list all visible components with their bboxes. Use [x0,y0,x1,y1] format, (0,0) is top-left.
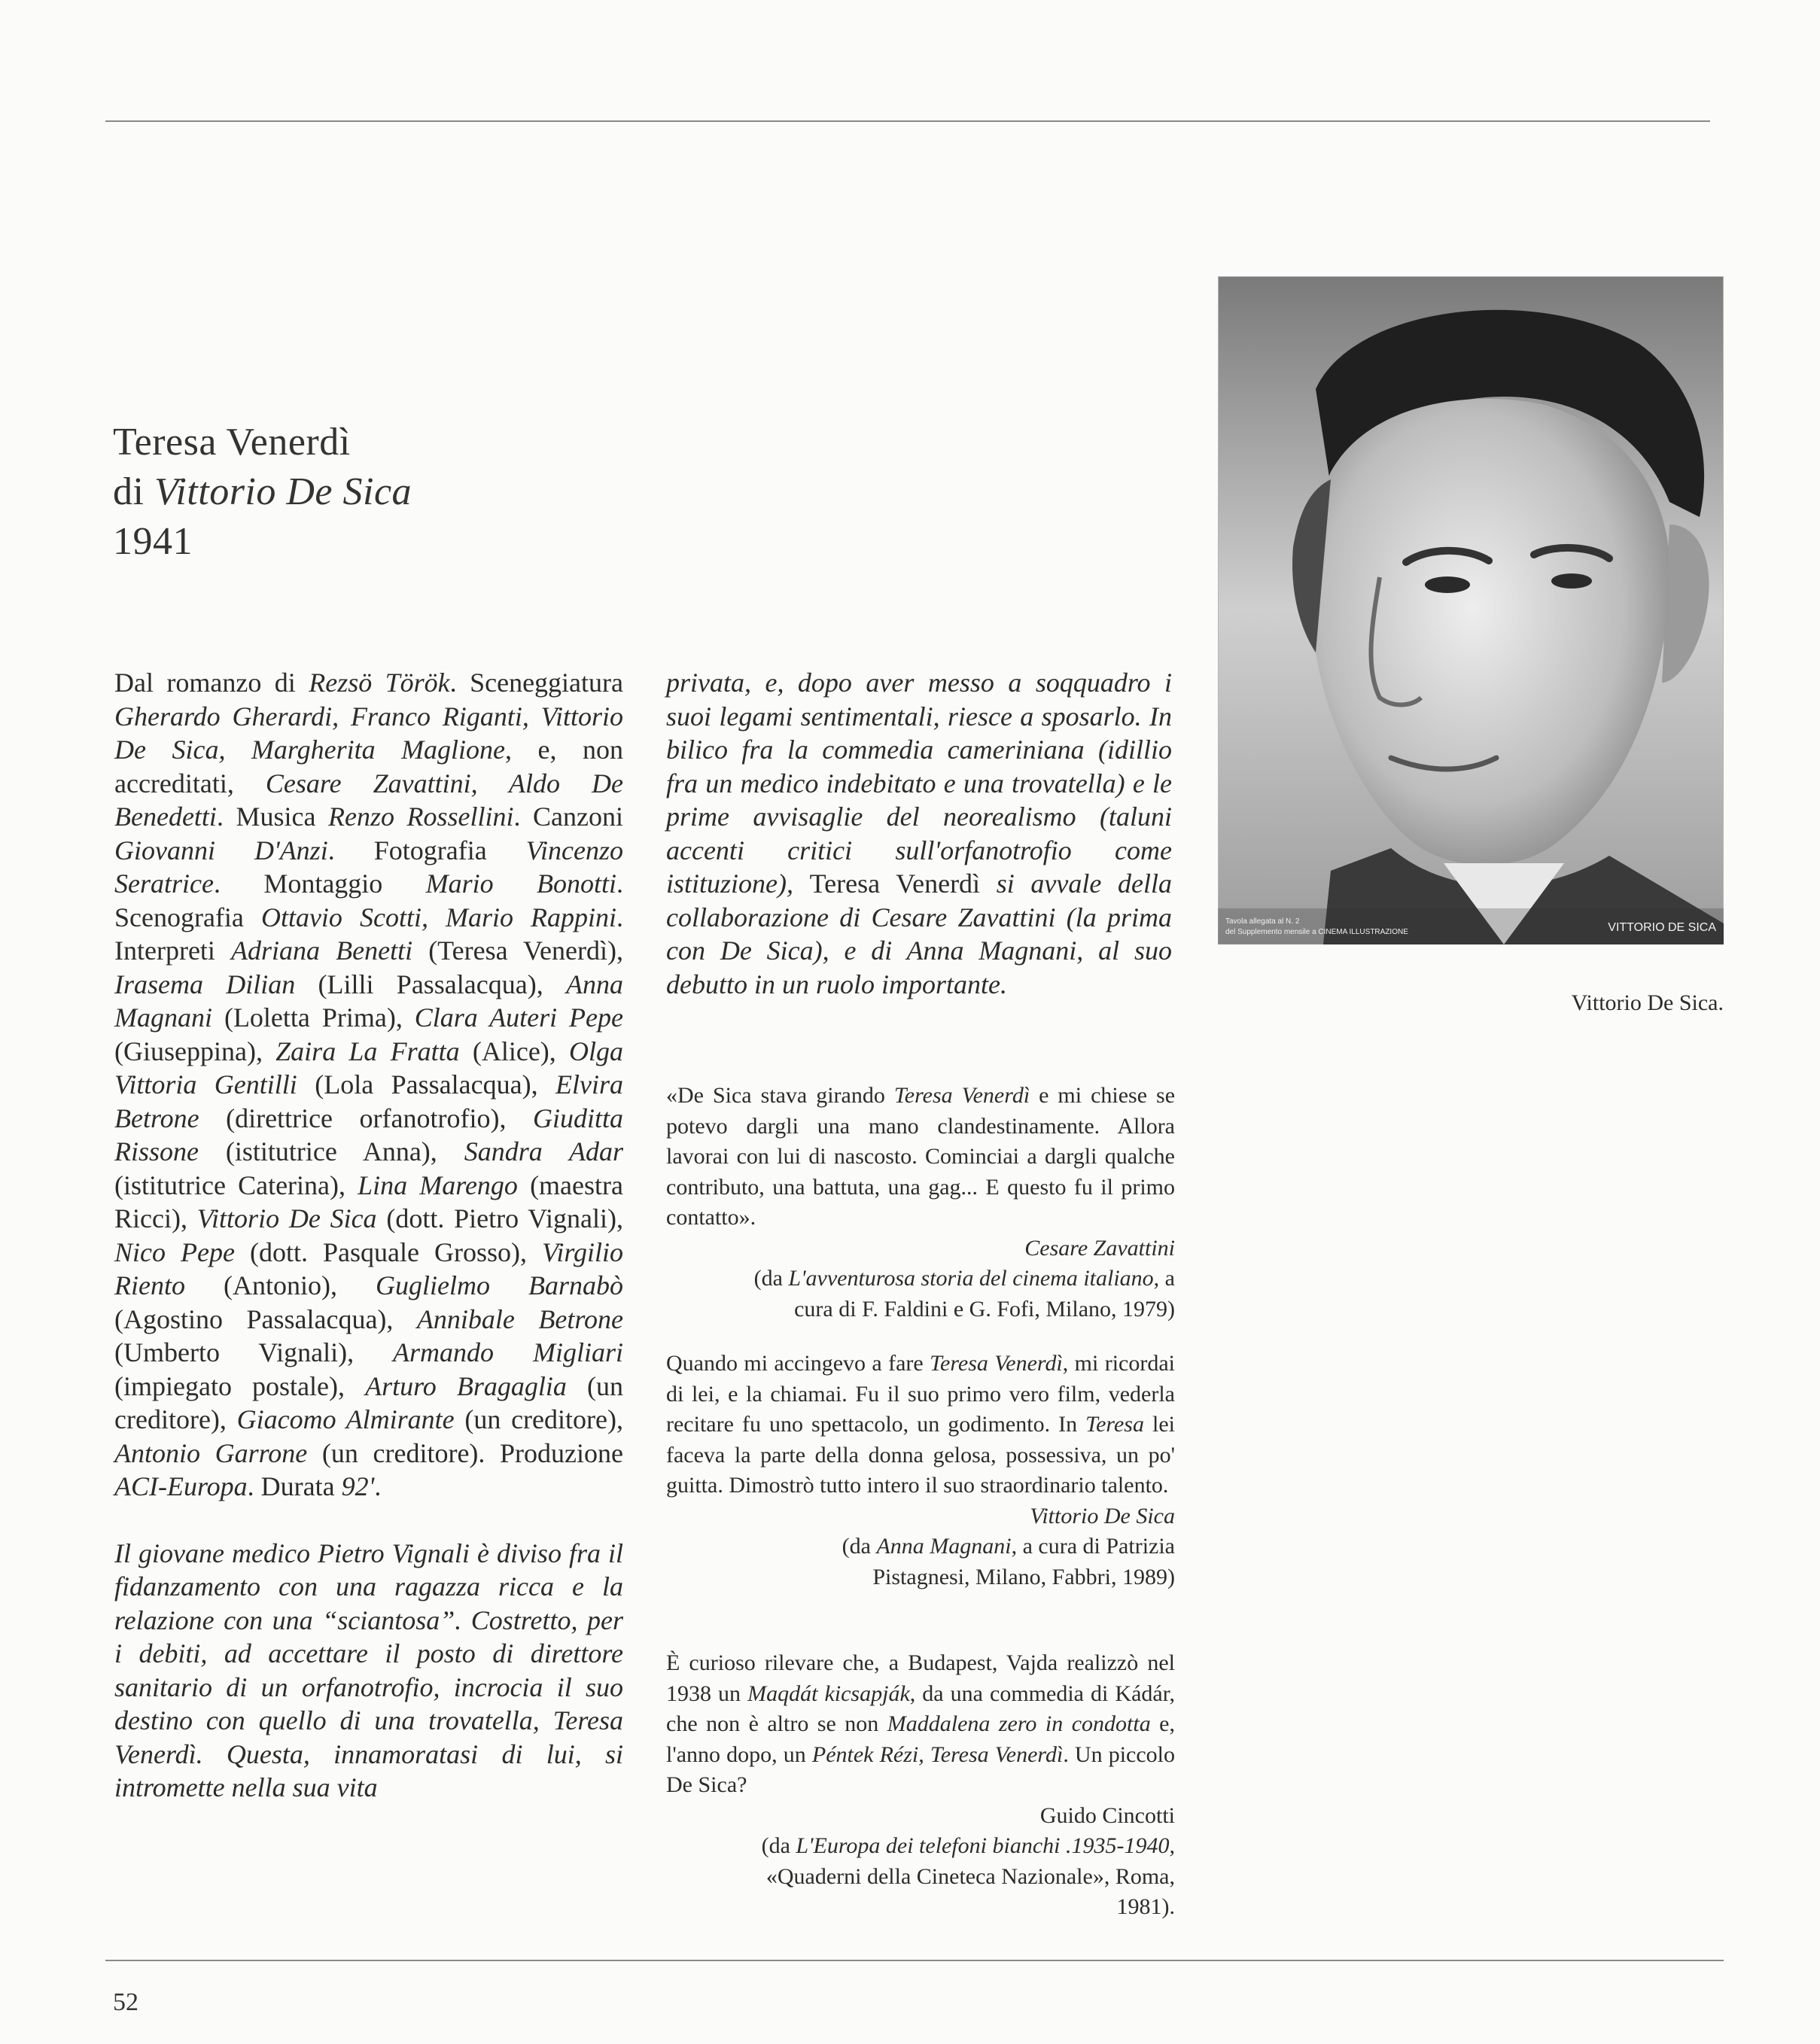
credit-text: Dal romanzo di [114,668,309,698]
credit-text: (un creditore), [454,1404,623,1434]
credit-name: Clara Auteri Pepe [414,1002,623,1033]
credit-name: Giuditta Rissone [114,1103,623,1166]
plot-paragraph-part2: privata, e, dopo aver messo a soqquadro i suoi legami sentimentali, riesce a sposarlo. In bilico fra la commedia cameriniana (idillio fra un medico indebitato e una trovatella) e le prime avvisaglie del neorealismo (taluni accenti critici sull'orfanotrofio come istituzione), Teresa Venerdì si avvale della collaborazione di Cesare Zavattini (la prima con De Sica), e di Anna Magnani, al suo debutto in un ruolo importante. [666,668,1173,999]
credit-text: . Scenografia [114,868,623,932]
credit-name: Nico Pepe [114,1236,235,1267]
credit-name: Lina Marengo [358,1170,518,1200]
quote-zavattini [666,1081,1175,1325]
credit-name: Sandra Adar [464,1136,624,1166]
credit-name: Vittorio De Sica [196,1203,377,1233]
quote-text: «De Sica stava girando Teresa Venerdì e mi chiese se potevo dargli una mano clandestinamente. Allora lavorai con lui di nascosto. Cominciai a dargli qualche contributo, una battuta, una gag... E questo fu il primo contatto». [666,1083,1176,1230]
credit-name: Olga Vittoria Gentilli [114,1036,623,1100]
credit-name: Adriana Benetti [231,935,413,966]
credit-text: (un creditore). Produzione [307,1437,623,1468]
credit-name: Irasema Dilian [114,969,296,999]
credit-name: Guglielmo Barnabò [376,1270,623,1300]
quote-source-line2: Pistagnesi, Milano, Fabbri, 1989) [872,1564,1175,1589]
credit-text: . Montaggio [213,868,426,899]
quote-source: (da L'Europa dei telefoni bianchi .1935-1940, [761,1833,1175,1858]
bottom-rule [105,1960,1724,1961]
middle-column [666,666,1172,1001]
credit-text: . Interpreti [114,902,623,966]
credit-name: 92' [341,1471,375,1501]
credit-name: Renzo Rossellini [327,801,514,832]
quote-de-sica [666,1349,1175,1592]
credit-text: . Canzoni [513,801,623,832]
credit-name: Vincenzo Seratrice [114,835,623,899]
credit-text: (dott. Pietro Vignali), [376,1203,623,1233]
credit-text: (impiegato postale), [114,1370,366,1401]
credit-text: (direttrice orfanotrofio), [199,1103,533,1133]
film-title-ref: Teresa Venerdì [809,868,981,899]
card-text-left-2: del Supplemento mensile a CINEMA ILLUSTRAZIONE [1225,928,1408,936]
credit-text: (Teresa Venerdì), [412,935,623,966]
credit-name: Cesare Zavattini, Aldo De Benedetti [114,768,623,832]
plot-paragraph-part1: Il giovane medico Pietro Vignali è diviso fra il fidanzamento con una ragazza ricca e la relazione con una “sciantosa”. Costretto, per i debiti, ad accettare il posto di direttore sanitario di un orfanotrofio, incrocia il suo destino con quello di una trovatella, Teresa Venerdì. Questa, innamoratasi di lui, si intromette nella sua vita [114,1538,623,1802]
credit-name: Armando Migliari [393,1337,623,1367]
credit-text: (un creditore), [114,1370,623,1434]
quote-source-line3: 1981). [1116,1894,1175,1919]
credit-name: ACI-Europa [114,1471,248,1501]
quote-text: È curioso rilevare che, a Budapest, Vajda realizzò nel 1938 un Maqdát kicsapják, da una commedia di Kádár, che non è altro se non Maddalena zero in condotta e, l'anno dopo, un Péntek Rézi, Teresa Venerdì. Un piccolo De Sica? [666,1650,1175,1797]
credit-name: Elvira Betrone [114,1069,623,1133]
credit-name: Anna Magnani [114,969,623,1033]
portrait-illustration [1218,276,1724,944]
credit-name: Mario Bonotti [425,868,616,899]
card-text-left-1: Tavola allegata al N. 2 [1225,917,1300,926]
credit-text: (Umberto Vignali), [114,1337,394,1367]
credit-text: (Alice), [459,1036,569,1066]
card-text-right: VITTORIO DE SICA [1608,921,1716,934]
credit-name: Annibale Betrone [416,1303,623,1334]
credit-name: Rezsö Török [309,668,450,698]
credit-text: (istitutrice Caterina), [114,1170,358,1200]
credit-text: (Loletta Prima), [212,1002,415,1033]
quote-source: (da L'avventurosa storia del cinema italiano, a [753,1266,1175,1291]
quote-author: Vittorio De Sica [1030,1503,1175,1528]
portrait-photo [1218,276,1724,944]
credit-text: . [374,1471,382,1501]
credit-name: Arturo Bragaglia [365,1370,567,1401]
credit-text: , e, non accreditati, [114,735,623,798]
credit-name: Gherardo Gherardi, Franco Riganti, Vittorio De Sica, Margherita Maglione [114,701,623,765]
quote-cincotti [666,1648,1175,1923]
credits-paragraph [114,666,623,1504]
credit-text: (Lola Passalacqua), [297,1069,556,1100]
top-rule [105,120,1710,122]
film-header [113,418,412,567]
credit-text: . Fotografia [327,835,526,865]
film-year: 1941 [113,520,193,563]
photo-caption: Vittorio De Sica. [1571,990,1724,1015]
credit-text: (Antonio), [184,1270,376,1300]
quote-source-line2: «Quaderni della Cineteca Nazionale», Roma, [765,1863,1175,1889]
director-line: di Vittorio De Sica [113,470,412,513]
quote-author: Cesare Zavattini [1024,1235,1175,1261]
quote-source: (da Anna Magnani, a cura di Patrizia [842,1534,1175,1559]
page-number: 52 [113,1988,138,2016]
director-name: Vittorio De Sica [154,470,412,513]
credit-text: (Agostino Passalacqua), [114,1303,417,1334]
credit-name: Zaira La Fratta [275,1036,460,1066]
credit-text: (Giuseppina), [114,1036,276,1066]
quote-source-line2: cura di F. Faldini e G. Fofi, Milano, 1979) [794,1296,1175,1322]
credit-name: Giovanni D'Anzi [114,835,328,865]
credit-name: Giacomo Almirante [236,1404,455,1434]
credit-name: Virgilio Riento [114,1236,623,1300]
credit-text: (istitutrice Anna), [199,1136,464,1166]
credit-name: Ottavio Scotti, Mario Rappini [260,902,616,932]
film-title: Teresa Venerdì [113,421,351,464]
credit-text: (dott. Pasquale Grosso), [234,1236,542,1267]
quote-author: Guido Cincotti [1039,1802,1175,1828]
credit-name: Antonio Garrone [114,1437,308,1468]
left-column [114,666,623,1805]
quote-text: Quando mi accingevo a fare Teresa Venerdì, mi ricordai di lei, e la chiamai. Fu il suo primo vero film, vederla recitare fu uno spettacolo, un godimento. In Teresa lei faceva la parte della donna gelosa, possessiva, un po' guitta. Dimostrò tutto intero il suo straordinario talento. [666,1351,1176,1498]
credit-text: (maestra Ricci), [114,1170,623,1233]
credit-text: (Lilli Passalacqua), [295,969,566,999]
credit-text: . Sceneggiatura [449,668,624,698]
credit-text: . Musica [216,801,328,832]
credit-text: . Durata [247,1471,342,1501]
